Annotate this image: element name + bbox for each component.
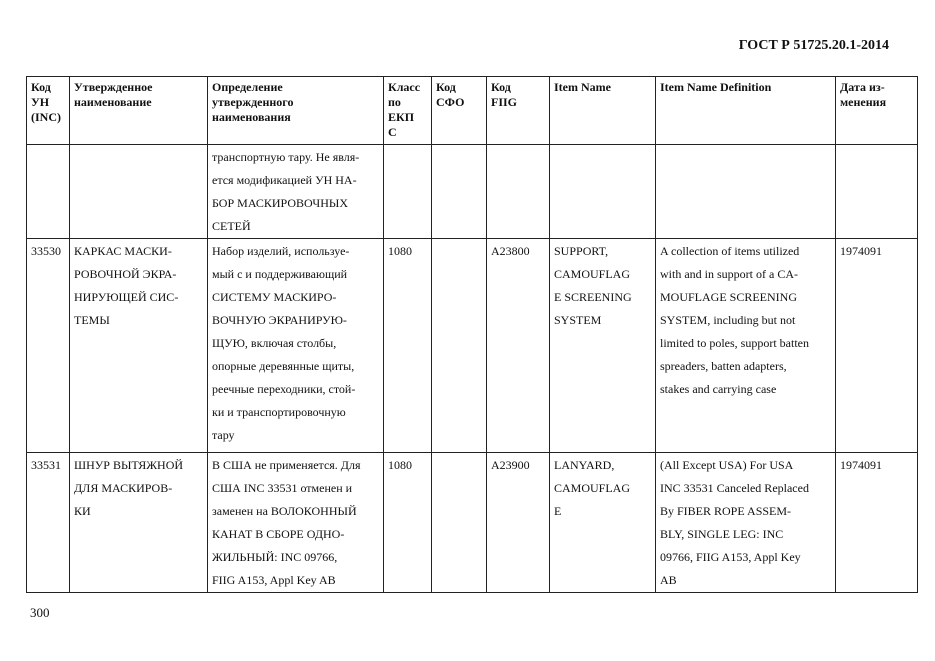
cell-col-change-date — [836, 239, 918, 453]
cell-text-line: CAMOUFLAG — [554, 481, 631, 495]
cell-col-inc — [27, 145, 70, 239]
cell-text-line: 1974091 — [840, 244, 882, 258]
cell-col-inc — [27, 239, 70, 453]
cell-text-line: ШНУР ВЫТЯЖНОЙ — [74, 458, 184, 472]
cell-text-line: 1974091 — [840, 458, 882, 472]
cell-text-line: реечные переходники, стой- — [212, 382, 356, 396]
header-text-line: СФО — [436, 95, 465, 109]
cell-col-item-name — [550, 145, 656, 239]
header-text-line: (INC) — [31, 110, 61, 124]
header-text-line: Код — [491, 80, 511, 94]
header-text-line: Код — [31, 80, 51, 94]
cell-col-approved-name — [70, 239, 208, 453]
cell-text-line: КАНАТ В СБОРЕ ОДНО- — [212, 527, 345, 541]
cell-text-line: 09766, FIIG A153, Appl Key — [660, 550, 801, 564]
cell-text-line: БОР МАСКИРОВОЧНЫХ — [212, 196, 349, 210]
header-text-line: УН — [31, 95, 50, 109]
cell-text-line: ТЕМЫ — [74, 313, 110, 327]
cell-col-sfo — [432, 145, 487, 239]
cell-text-line: AB — [660, 573, 677, 587]
cell-text-line: limited to poles, support batten — [660, 336, 809, 350]
cell-text-line: ЖИЛЬНЫЙ: INC 09766, — [212, 550, 338, 564]
cell-col-definition — [208, 145, 384, 239]
header-text-line: наименование — [74, 95, 152, 109]
table-row — [27, 239, 918, 453]
cell-text-line: тару — [212, 428, 235, 442]
cell-text-line: E SCREENING — [554, 290, 632, 304]
cell-text-line: опорные деревянные щиты, — [212, 359, 355, 373]
header-col-sfo — [432, 77, 487, 145]
cell-col-approved-name — [70, 145, 208, 239]
cell-text-line: BLY, SINGLE LEG: INC — [660, 527, 784, 541]
cell-text-line: 33531 — [31, 458, 61, 472]
catalog-table — [26, 76, 918, 593]
cell-text-line: мый с и поддерживающий — [212, 267, 348, 281]
cell-text-line: ки и транспортировочную — [212, 405, 346, 419]
document-code: ГОСТ Р 51725.20.1-2014 — [738, 38, 889, 53]
cell-col-fiig — [487, 453, 550, 593]
cell-text-line: INC 33531 Canceled Replaced — [660, 481, 809, 495]
header-col-inc — [27, 77, 70, 145]
header-text-line: по — [388, 95, 401, 109]
cell-text-line: ВОЧНУЮ ЭКРАНИРУЮ- — [212, 313, 347, 327]
cell-col-sfo — [432, 453, 487, 593]
cell-col-definition — [208, 453, 384, 593]
cell-text-line: ЩУЮ, включая столбы, — [212, 336, 337, 350]
table-row — [27, 145, 918, 239]
cell-text-line: CAMOUFLAG — [554, 267, 631, 281]
cell-col-approved-name — [70, 453, 208, 593]
cell-text-line: КИ — [74, 504, 91, 518]
header-col-approved-name — [70, 77, 208, 145]
cell-text-line: with and in support of a CA- — [660, 267, 798, 281]
cell-text-line: A23900 — [491, 458, 530, 472]
cell-text-line: MOUFLAGE SCREENING — [660, 290, 798, 304]
cell-text-line: ДЛЯ МАСКИРОВ- — [74, 481, 173, 495]
cell-text-line: КАРКАС МАСКИ- — [74, 244, 172, 258]
header-col-item-name — [550, 77, 656, 145]
cell-col-item-name — [550, 239, 656, 453]
header-text-line: С — [388, 125, 397, 139]
header-text-line: Item Name — [554, 80, 611, 94]
cell-text-line: SYSTEM, including but not — [660, 313, 796, 327]
cell-text-line: FIIG A153, Appl Key AB — [212, 573, 336, 587]
cell-text-line: США INC 33531 отменен и — [212, 481, 353, 495]
cell-col-item-name — [550, 453, 656, 593]
cell-text-line: stakes and carrying case — [660, 382, 777, 396]
header-text-line: Утвержденное — [74, 80, 153, 94]
header-text-line: Item Name Definition — [660, 80, 772, 94]
cell-col-item-definition — [656, 239, 836, 453]
page-number: 300 — [30, 605, 50, 620]
header-col-item-definition — [656, 77, 836, 145]
header-col-change-date — [836, 77, 918, 145]
cell-col-fiig — [487, 239, 550, 453]
cell-text-line: СИСТЕМУ МАСКИРО- — [212, 290, 337, 304]
cell-text-line: НИРУЮЩЕЙ СИС- — [74, 290, 179, 304]
header-text-line: ЕКП — [388, 110, 415, 124]
header-col-class — [384, 77, 432, 145]
cell-text-line: 33530 — [31, 244, 61, 258]
cell-text-line: СЕТЕЙ — [212, 219, 251, 233]
cell-text-line: SYSTEM — [554, 313, 602, 327]
cell-col-fiig — [487, 145, 550, 239]
cell-text-line: заменен на ВОЛОКОННЫЙ — [212, 504, 357, 518]
cell-col-change-date — [836, 453, 918, 593]
cell-text-line: (All Except USA) For USA — [660, 458, 794, 472]
header-text-line: утвержденного — [212, 95, 294, 109]
cell-col-item-definition — [656, 453, 836, 593]
cell-text-line: транспортную тару. Не явля- — [212, 150, 360, 164]
cell-text-line: By FIBER ROPE ASSEM- — [660, 504, 792, 518]
cell-col-sfo — [432, 239, 487, 453]
header-text-line: Класс — [388, 80, 421, 94]
header-col-fiig — [487, 77, 550, 145]
header-text-line: наименования — [212, 110, 291, 124]
cell-text-line: 1080 — [388, 244, 412, 258]
cell-col-class — [384, 453, 432, 593]
cell-col-definition — [208, 239, 384, 453]
cell-text-line: ется модификацией УН НА- — [212, 173, 357, 187]
cell-text-line: РОВОЧНОЙ ЭКРА- — [74, 267, 177, 281]
header-text-line: Определение — [212, 80, 283, 94]
table-row — [27, 453, 918, 593]
cell-col-inc — [27, 453, 70, 593]
cell-text-line: A23800 — [491, 244, 530, 258]
header-text-line: Дата из- — [840, 80, 885, 94]
cell-text-line: 1080 — [388, 458, 412, 472]
cell-text-line: A collection of items utilized — [660, 244, 800, 258]
header-text-line: менения — [840, 95, 887, 109]
cell-col-class — [384, 145, 432, 239]
table-header-row — [27, 77, 918, 145]
cell-col-change-date — [836, 145, 918, 239]
cell-text-line: В США не применяется. Для — [212, 458, 361, 472]
cell-text-line: LANYARD, — [554, 458, 615, 472]
cell-text-line: Набор изделий, используе- — [212, 244, 350, 258]
cell-col-item-definition — [656, 145, 836, 239]
cell-text-line: spreaders, batten adapters, — [660, 359, 787, 373]
header-text-line: Код — [436, 80, 456, 94]
header-col-definition — [208, 77, 384, 145]
cell-text-line: E — [554, 504, 562, 518]
cell-col-class — [384, 239, 432, 453]
cell-text-line: SUPPORT, — [554, 244, 609, 258]
header-text-line: FIIG — [491, 95, 518, 109]
